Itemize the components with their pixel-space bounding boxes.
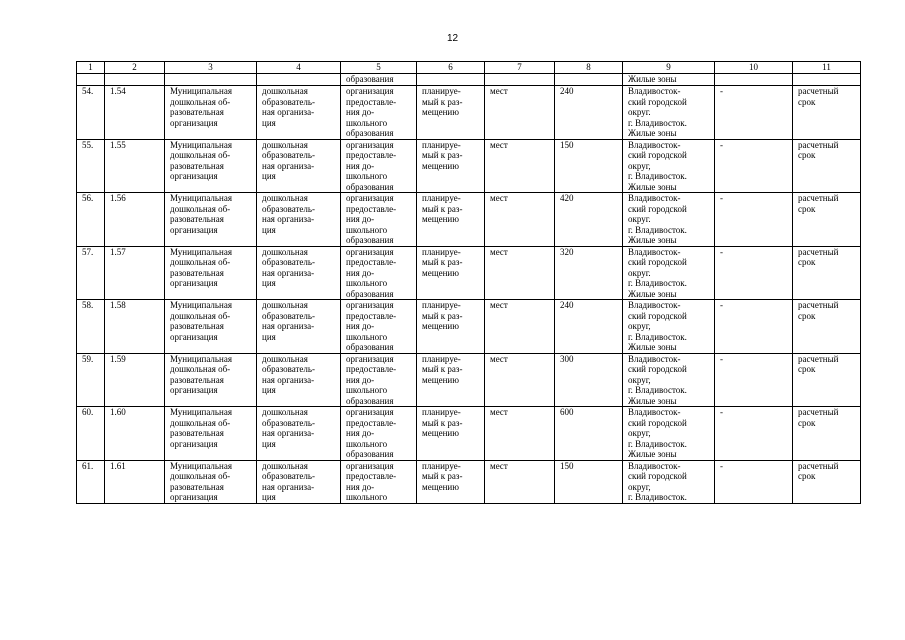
table-cell: планируе- мый к раз- мещению	[417, 193, 485, 247]
table-cell: расчетный срок	[793, 407, 861, 461]
table-cell: 1.58	[105, 300, 165, 354]
table-cell: Муниципальная дошкольная об- разовательная организация	[165, 300, 257, 354]
table-cell: Владивосток- ский городской округ, г. Владивосток. Жилые зоны	[623, 300, 715, 354]
table-cell: мест	[485, 300, 555, 354]
table-cell: организация предоставле- ния до- школьного образования	[341, 86, 417, 140]
table-cell: 1.57	[105, 246, 165, 300]
table-cell: 61.	[77, 460, 105, 503]
table-cell: мест	[485, 193, 555, 247]
table-row	[77, 139, 861, 193]
table-cell: организация предоставле- ния до- школьного образования	[341, 246, 417, 300]
column-header: 10	[715, 62, 793, 74]
table-cell: Муниципальная дошкольная об- разовательная организация	[165, 86, 257, 140]
table-cell: мест	[485, 460, 555, 503]
table-cell: организация предоставле- ния до- школьного образования	[341, 353, 417, 407]
table-cell: дошкольная образователь- ная организа- ция	[257, 86, 341, 140]
table-cell: Муниципальная дошкольная об- разовательная организация	[165, 407, 257, 461]
column-header: 8	[555, 62, 623, 74]
table-row	[77, 407, 861, 461]
table-cell: организация предоставле- ния до- школьного образования	[341, 300, 417, 354]
table-cell: планируе- мый к раз- мещению	[417, 86, 485, 140]
table-cell	[105, 74, 165, 86]
table-cell: Владивосток- ский городской округ, г. Владивосток. Жилые зоны	[623, 407, 715, 461]
table-cell: 55.	[77, 139, 105, 193]
table-cell: мест	[485, 353, 555, 407]
table-cell: -	[715, 300, 793, 354]
table-cell: Владивосток- ский городской округ, г. Владивосток. Жилые зоны	[623, 139, 715, 193]
column-header: 5	[341, 62, 417, 74]
table-cell: -	[715, 460, 793, 503]
table-cell: дошкольная образователь- ная организа- ция	[257, 353, 341, 407]
table-cell: расчетный срок	[793, 246, 861, 300]
table-cell: 60.	[77, 407, 105, 461]
table-cell: расчетный срок	[793, 193, 861, 247]
table-cell	[715, 74, 793, 86]
table-cell: Муниципальная дошкольная об- разовательная организация	[165, 139, 257, 193]
column-header: 7	[485, 62, 555, 74]
table-cell: -	[715, 407, 793, 461]
table-cell: планируе- мый к раз- мещению	[417, 353, 485, 407]
table-cell: 1.59	[105, 353, 165, 407]
column-header: 11	[793, 62, 861, 74]
table-row	[77, 353, 861, 407]
table-row	[77, 300, 861, 354]
column-number-row	[77, 62, 861, 74]
table-cell: 240	[555, 300, 623, 354]
table-cell	[77, 74, 105, 86]
table-row	[77, 460, 861, 503]
table-cell: 54.	[77, 86, 105, 140]
table-cell: 240	[555, 86, 623, 140]
table-cell: -	[715, 246, 793, 300]
table-cell: 59.	[77, 353, 105, 407]
table-cell: 1.56	[105, 193, 165, 247]
table-cell: Владивосток- ский городской округ. г. Владивосток. Жилые зоны	[623, 246, 715, 300]
table-cell	[485, 74, 555, 86]
table-cell	[417, 74, 485, 86]
table-cell	[555, 74, 623, 86]
column-header: 4	[257, 62, 341, 74]
table-cell: организация предоставле- ния до- школьного	[341, 460, 417, 503]
table-cell: -	[715, 139, 793, 193]
column-header: 6	[417, 62, 485, 74]
table-cell: 58.	[77, 300, 105, 354]
table-cell: планируе- мый к раз- мещению	[417, 246, 485, 300]
column-header: 1	[77, 62, 105, 74]
table-cell: мест	[485, 246, 555, 300]
table-cell: 56.	[77, 193, 105, 247]
table-cell: расчетный срок	[793, 139, 861, 193]
table-cell: планируе- мый к раз- мещению	[417, 407, 485, 461]
table-cell: дошкольная образователь- ная организа- ция	[257, 139, 341, 193]
table-cell: 300	[555, 353, 623, 407]
table-cell	[793, 74, 861, 86]
table-cell: дошкольная образователь- ная организа- ция	[257, 407, 341, 461]
column-header: 9	[623, 62, 715, 74]
table-cell: 150	[555, 460, 623, 503]
page-number: 12	[446, 33, 459, 44]
table-cell: образования	[341, 74, 417, 86]
table-row	[77, 86, 861, 140]
table-cell: Муниципальная дошкольная об- разовательная организация	[165, 353, 257, 407]
table-cell: мест	[485, 407, 555, 461]
table-cell: Владивосток- ский городской округ. г. Владивосток. Жилые зоны	[623, 86, 715, 140]
table-row	[77, 193, 861, 247]
table-cell: расчетный срок	[793, 86, 861, 140]
table-cell: расчетный срок	[793, 353, 861, 407]
table-cell: Владивосток- ский городской округ, г. Владивосток.	[623, 460, 715, 503]
continuation-row	[77, 74, 861, 86]
table-cell: 1.61	[105, 460, 165, 503]
planned-objects-table	[76, 61, 861, 504]
table-cell: 1.55	[105, 139, 165, 193]
table-cell: 1.54	[105, 86, 165, 140]
table-row	[77, 246, 861, 300]
table-cell: мест	[485, 86, 555, 140]
table-cell: Владивосток- ский городской округ. г. Владивосток. Жилые зоны	[623, 193, 715, 247]
table-cell: 420	[555, 193, 623, 247]
table-cell: Муниципальная дошкольная об- разовательная организация	[165, 246, 257, 300]
table-cell: организация предоставле- ния до- школьного образования	[341, 407, 417, 461]
table-cell: планируе- мый к раз- мещению	[417, 139, 485, 193]
table-cell: расчетный срок	[793, 460, 861, 503]
table-cell: Муниципальная дошкольная об- разовательная организация	[165, 193, 257, 247]
table-cell: -	[715, 86, 793, 140]
table-cell: 600	[555, 407, 623, 461]
column-header: 2	[105, 62, 165, 74]
table-cell: планируе- мый к раз- мещению	[417, 300, 485, 354]
table-cell	[257, 74, 341, 86]
table-cell: Муниципальная дошкольная об- разовательная организация	[165, 460, 257, 503]
table-cell: 150	[555, 139, 623, 193]
table-cell: Жилые зоны	[623, 74, 715, 86]
table-cell: планируе- мый к раз- мещению	[417, 460, 485, 503]
table-cell: 320	[555, 246, 623, 300]
table-cell	[165, 74, 257, 86]
table-cell: Владивосток- ский городской округ, г. Владивосток. Жилые зоны	[623, 353, 715, 407]
table-cell: -	[715, 193, 793, 247]
table-cell: -	[715, 353, 793, 407]
table-cell: расчетный срок	[793, 300, 861, 354]
table-cell: организация предоставле- ния до- школьного образования	[341, 193, 417, 247]
table-cell: дошкольная образователь- ная организа- ция	[257, 246, 341, 300]
column-header: 3	[165, 62, 257, 74]
table-cell: дошкольная образователь- ная организа- ция	[257, 193, 341, 247]
table-cell: 57.	[77, 246, 105, 300]
table-cell: дошкольная образователь- ная организа- ция	[257, 460, 341, 503]
table-cell: организация предоставле- ния до- школьного образования	[341, 139, 417, 193]
table-cell: дошкольная образователь- ная организа- ция	[257, 300, 341, 354]
table-cell: мест	[485, 139, 555, 193]
table-cell: 1.60	[105, 407, 165, 461]
